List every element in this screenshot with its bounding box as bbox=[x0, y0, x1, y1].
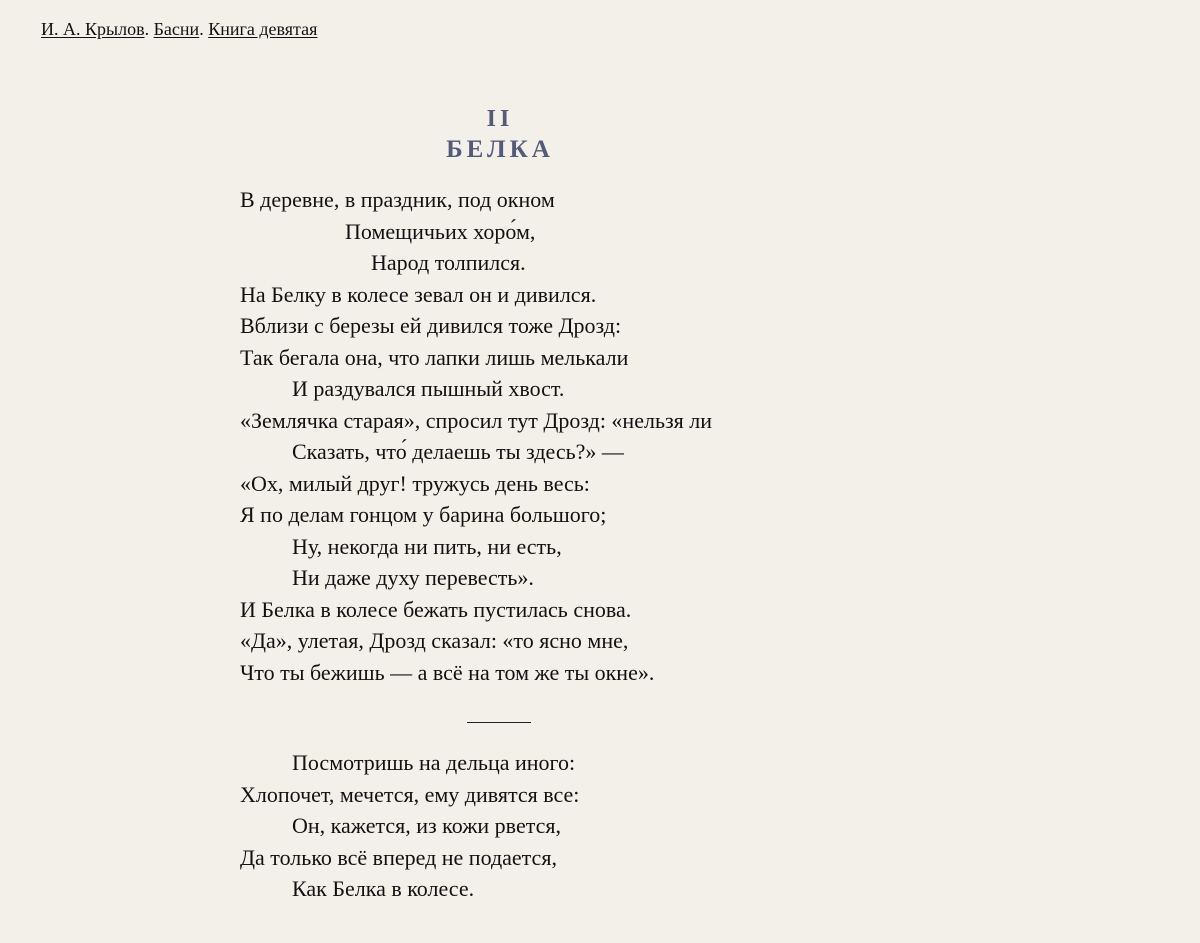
fable-title: БЕЛКА bbox=[446, 136, 554, 163]
poem-line: Так бегала она, что лапки лишь мелькали bbox=[240, 344, 629, 370]
poem-line: Посмотришь на дельца иного: bbox=[292, 750, 576, 775]
poem-line: Народ толпился. bbox=[371, 250, 526, 275]
poem-line: Что ты бежишь — а всё на том же ты окне». bbox=[240, 659, 655, 685]
stanza-moral bbox=[240, 747, 579, 905]
poem-line: Помещичьих хоро́м, bbox=[345, 218, 536, 244]
poem-line: Он, кажется, из кожи рвется, bbox=[292, 813, 561, 838]
poem-line: В деревне, в праздник, под окном bbox=[240, 187, 555, 212]
poem-line: «Землячка старая», спросил тут Дрозд: «нельзя ли bbox=[240, 407, 713, 433]
poem-line: «Ох, милый друг! тружусь день весь: bbox=[240, 470, 590, 496]
poem-line: Да только всё вперед не подается, bbox=[240, 844, 557, 870]
poem-line: Вблизи с березы ей дивился тоже Дрозд: bbox=[240, 313, 622, 338]
breadcrumb bbox=[41, 17, 317, 41]
poem-line: Хлопочет, мечется, ему дивятся все: bbox=[240, 781, 580, 807]
moral-separator bbox=[467, 722, 531, 723]
breadcrumb-book-link[interactable]: Книга девятая bbox=[208, 19, 318, 39]
poem-line: И Белка в колесе бежать пустилась снова. bbox=[240, 596, 632, 622]
poem-line: Сказать, что́ делаешь ты здесь?» — bbox=[292, 439, 624, 464]
breadcrumb-separator: . bbox=[144, 19, 154, 39]
fable-number: II bbox=[486, 106, 514, 132]
poem-line: Ни даже духу перевесть». bbox=[292, 565, 534, 590]
breadcrumb-author-link[interactable]: И. А. Крылов bbox=[41, 19, 145, 39]
breadcrumb-fables-link[interactable]: Басни bbox=[153, 19, 200, 39]
poem-line: Я по делам гонцом у барина большого; bbox=[240, 502, 607, 527]
poem-line: Ну, некогда ни пить, ни есть, bbox=[292, 533, 562, 559]
breadcrumb-separator: . bbox=[199, 19, 209, 39]
stanza-main bbox=[240, 184, 712, 688]
fable-heading bbox=[0, 104, 1000, 166]
poem-line: «Да», улетая, Дрозд сказал: «то ясно мне, bbox=[240, 628, 629, 653]
poem-line: На Белку в колесе зевал он и дивился. bbox=[240, 281, 597, 307]
poem-line: Как Белка в колесе. bbox=[292, 876, 475, 901]
poem-line: И раздувался пышный хвост. bbox=[292, 376, 565, 401]
